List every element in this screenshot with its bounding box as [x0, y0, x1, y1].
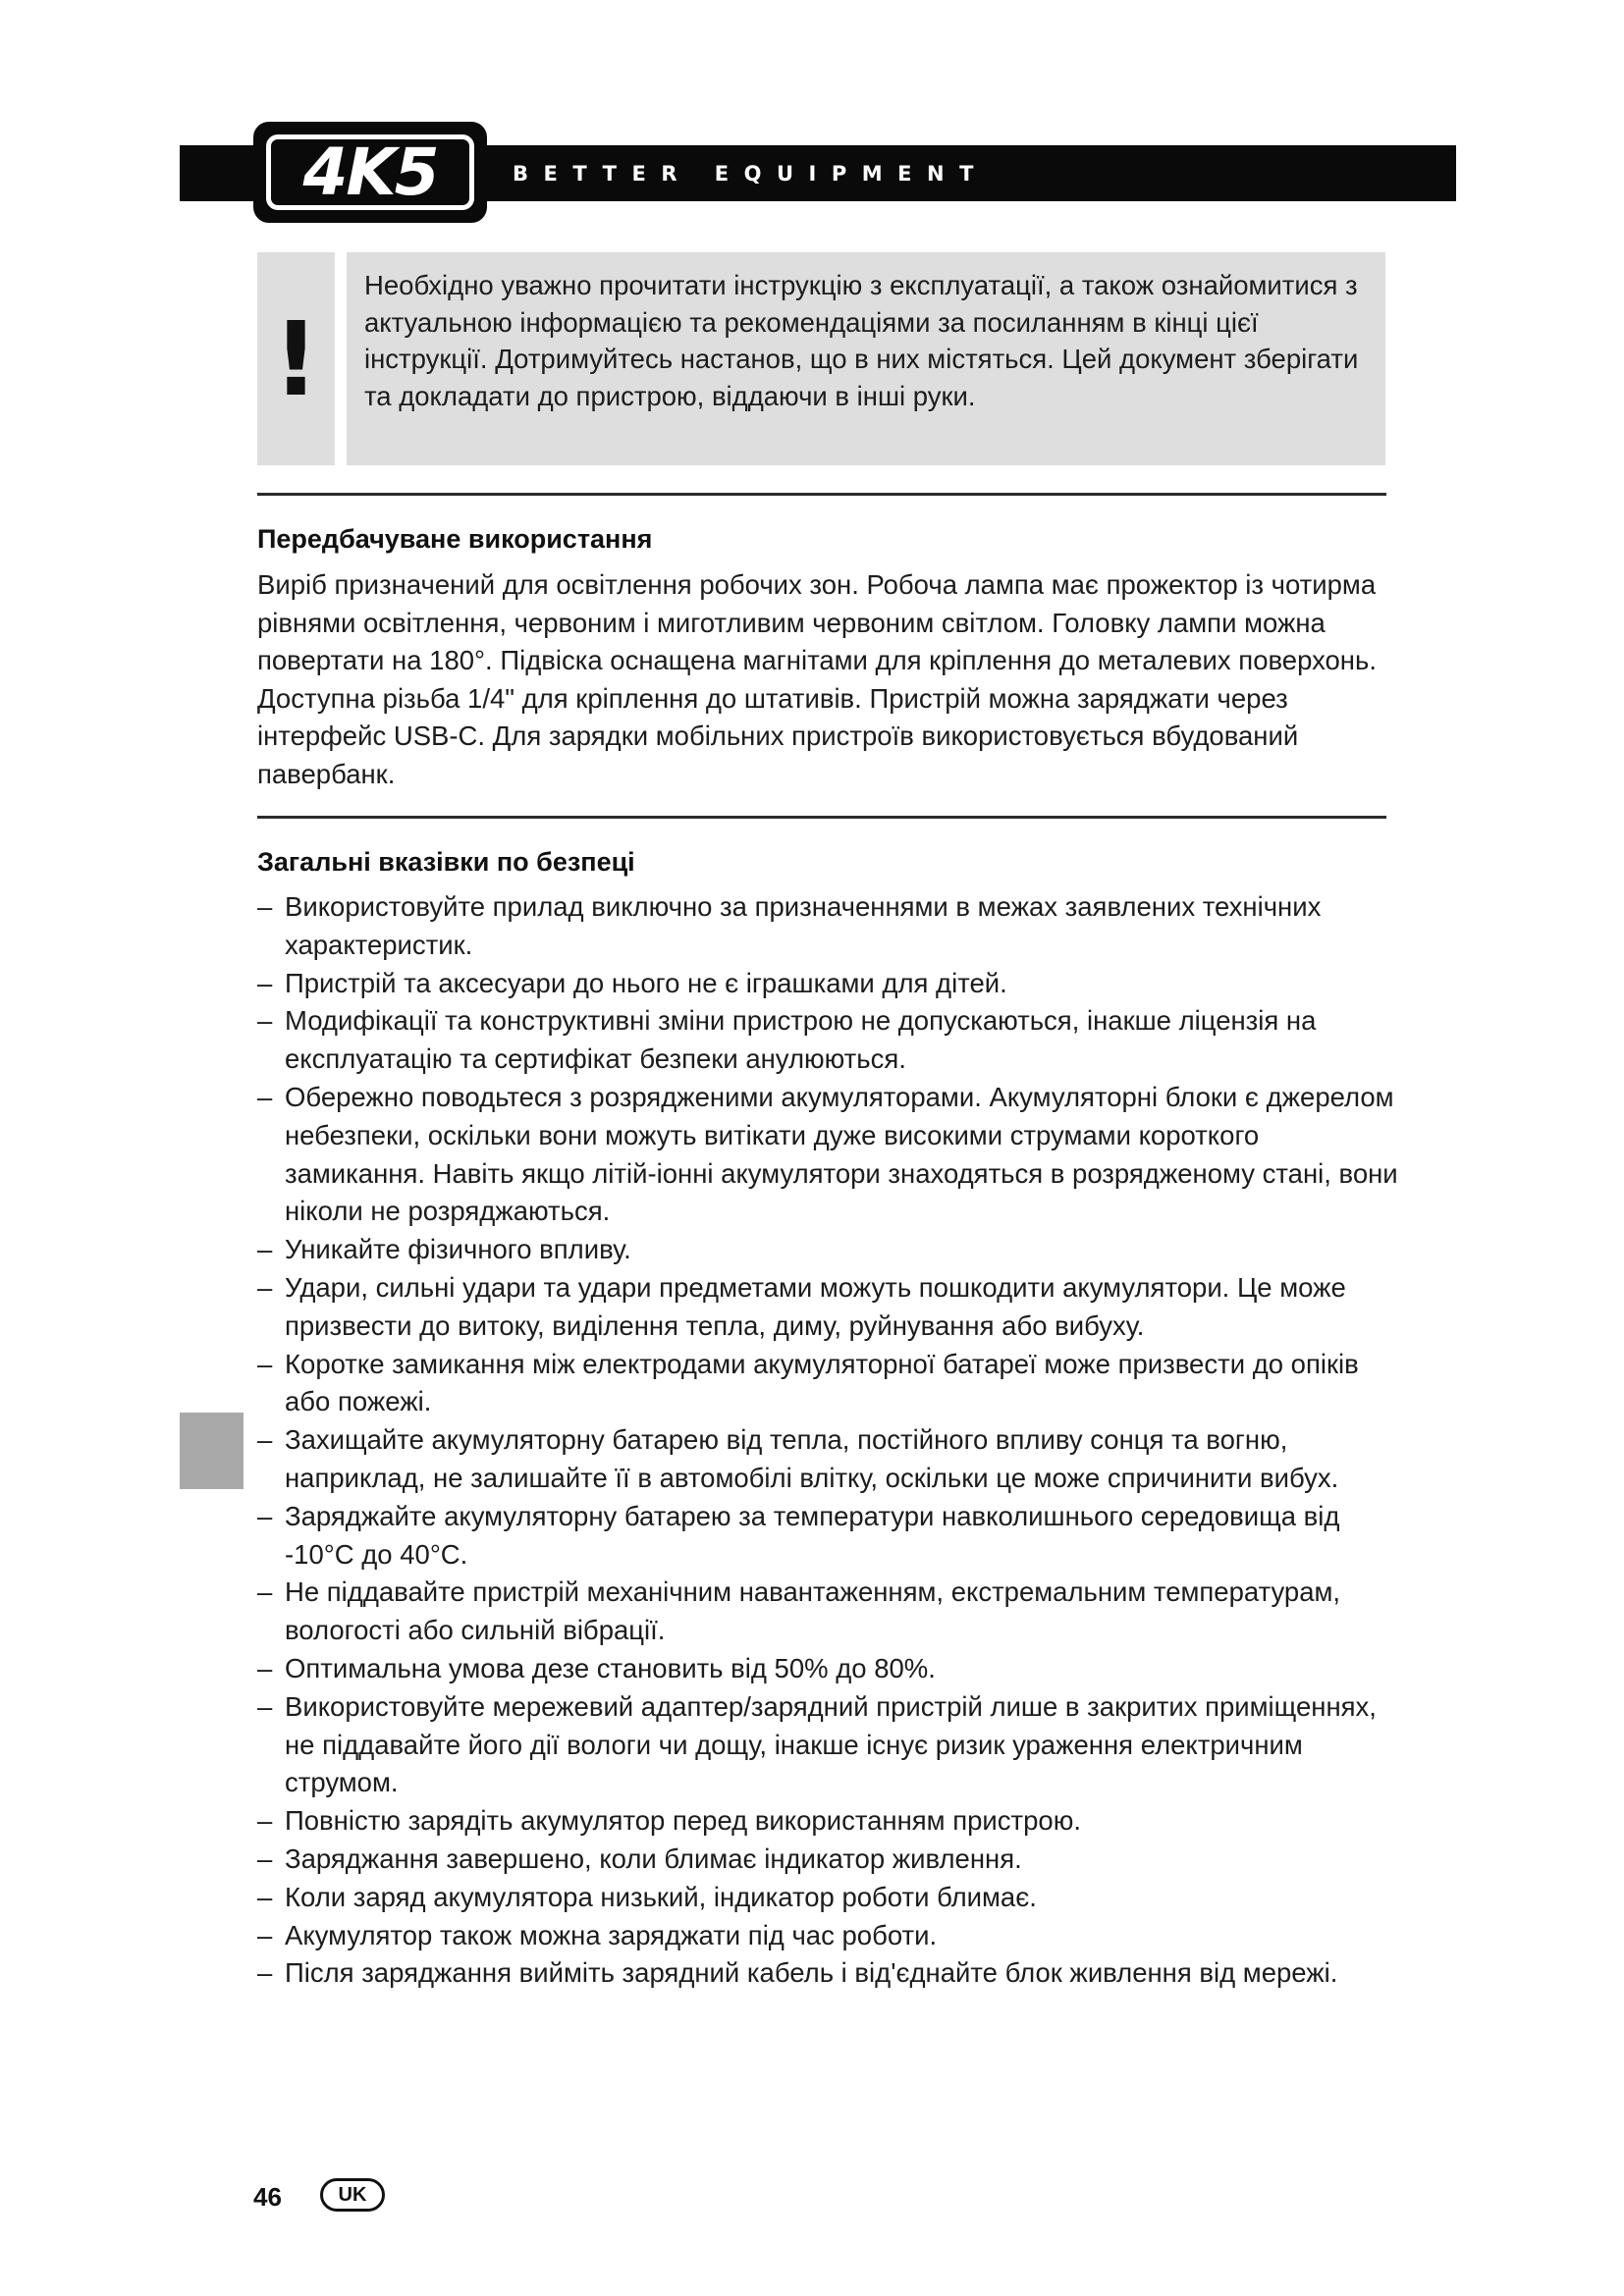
- list-item: [257, 1802, 1401, 1841]
- bullet-dash: –: [257, 1842, 273, 1874]
- bullet-dash: –: [257, 1005, 273, 1037]
- list-item: [257, 1421, 1401, 1498]
- list-item: [257, 1346, 1401, 1422]
- list-item: [257, 1650, 1401, 1688]
- list-item-text: Оптимальна умова дезе становить від 50% до 80%.: [285, 1652, 936, 1683]
- bullet-dash: –: [257, 967, 273, 998]
- list-item-text: Повністю зарядіть акумулятор перед використанням пристрою.: [285, 1805, 1081, 1837]
- bullet-dash: –: [257, 1348, 273, 1379]
- bullet-dash: –: [257, 1957, 273, 1989]
- list-item: [257, 1917, 1401, 1955]
- list-item: [257, 1954, 1401, 1993]
- bullet-dash: –: [257, 1234, 273, 1265]
- list-item: [257, 965, 1401, 1003]
- list-item-text: Коли заряд акумулятора низький, індикатор роботи блимає.: [285, 1881, 1037, 1912]
- list-item: [257, 1574, 1401, 1650]
- list-item-text: Пристрій та аксесуари до нього не є іграшками для дітей.: [285, 967, 1007, 998]
- list-item-text: Уникайте фізичного впливу.: [285, 1234, 631, 1265]
- bullet-dash: –: [257, 1881, 273, 1912]
- list-item: [257, 1841, 1401, 1879]
- warning-box: [347, 252, 1385, 465]
- safety-title: Загальні вказівки по безпеці: [257, 847, 635, 877]
- list-item: [257, 1231, 1401, 1269]
- bullet-dash: –: [257, 1805, 273, 1837]
- brand-tagline: BETTER EQUIPMENT: [513, 162, 989, 186]
- list-item: [257, 888, 1401, 965]
- list-item-text: Модифікації та конструктивні зміни пристрою не допускаються, інакше ліцензія на експлуатацію та сертифікат безпеки анулюються.: [285, 1005, 1317, 1075]
- divider: [257, 816, 1386, 819]
- bullet-dash: –: [257, 1424, 273, 1456]
- list-item-text: Після заряджання вийміть зарядний кабель і від'єднайте блок живлення від мережі.: [285, 1957, 1338, 1989]
- list-item-text: Удари, сильні удари та удари предметами можуть пошкодити акумулятори. Це може призвести до витоку, виділення тепла, диму, руйнування або вибуху.: [285, 1271, 1346, 1341]
- bullet-dash: –: [257, 1690, 273, 1722]
- bullet-dash: –: [257, 1652, 273, 1683]
- bullet-dash: –: [257, 1576, 273, 1608]
- list-item: [257, 1269, 1401, 1346]
- bullet-dash: –: [257, 1500, 273, 1531]
- exclamation-icon: !: [257, 252, 335, 465]
- list-item-text: Заряджайте акумуляторну батарею за температури навколишнього середовища від -10°C до 40°C.: [285, 1500, 1340, 1570]
- bullet-dash: –: [257, 891, 273, 922]
- list-item-text: Використовуйте прилад виключно за призначеннями в межах заявлених технічних характеристик.: [285, 891, 1322, 960]
- list-item: [257, 1498, 1401, 1575]
- list-item-text: Не піддавайте пристрій механічним навантаженням, екстремальним температурам, вологості або сильній вібрації.: [285, 1576, 1341, 1646]
- bullet-dash: –: [257, 1919, 273, 1950]
- divider: [257, 493, 1386, 496]
- intended-use-title: Передбачуване використання: [257, 524, 653, 554]
- language-badge: UK: [320, 2178, 385, 2212]
- list-item-text: Коротке замикання між електродами акумуляторної батареї може призвести до опіків або пожежі.: [285, 1348, 1359, 1417]
- list-item: [257, 1879, 1401, 1917]
- logo-text: 4K5: [266, 134, 474, 210]
- list-item: [257, 1688, 1401, 1802]
- list-item-text: Обережно поводьтеся з розрядженими акумуляторами. Акумуляторні блоки є джерелом небезпеки, оскільки вони можуть витікати дуже високими струмами короткого замикання. Навіть якщо літій-іонні акумулятори знаходяться в розрядженому стані, вони ніколи не розряджаються.: [285, 1081, 1398, 1227]
- list-item-text: Заряджання завершено, коли блимає індикатор живлення.: [285, 1842, 1022, 1874]
- intended-use-body: Виріб призначений для освітлення робочих зон. Робоча лампа має прожектор із чотирма рівнями освітлення, червоним і миготливим червоним світлом. Головку лампи можна повертати на 180°. Підвіска оснащена магнітами для кріплення до металевих поверхонь. Доступна різьба 1/4" для кріплення до штативів. Пристрій можна заряджати через інтерфейс USB-C. Для зарядки мобільних пристроїв використовується вбудований павербанк.: [257, 569, 1377, 789]
- list-item-text: Використовуйте мережевий адаптер/зарядний пристрій лише в закритих приміщеннях, не піддавайте його дії вологи чи дощу, інакше існує ризик ураження електричним струмом.: [285, 1690, 1377, 1798]
- safety-list: [257, 888, 1401, 1993]
- page-number: 46: [253, 2182, 282, 2212]
- bullet-dash: –: [257, 1081, 273, 1112]
- list-item: [257, 1079, 1401, 1231]
- list-item-text: Акумулятор також можна заряджати під час роботи.: [285, 1919, 938, 1950]
- bullet-dash: –: [257, 1271, 273, 1303]
- brand-logo: [253, 122, 487, 223]
- list-item-text: Захищайте акумуляторну батарею від тепла, постійного впливу сонця та вогню, наприклад, не залишайте її в автомобілі влітку, оскільки це може спричинити вибух.: [285, 1424, 1339, 1493]
- warning-text: Необхідно уважно прочитати інструкцію з експлуатації, а також ознайомитися з актуальною інформацією та рекомендаціями за посиланням в кінці цієї інструкції. Дотримуйтесь настанов, що в них містяться. Цей документ зберігати та докладати до пристрою, віддаючи в інші руки.: [364, 270, 1359, 411]
- section-side-tab: [180, 1413, 244, 1489]
- list-item: [257, 1002, 1401, 1079]
